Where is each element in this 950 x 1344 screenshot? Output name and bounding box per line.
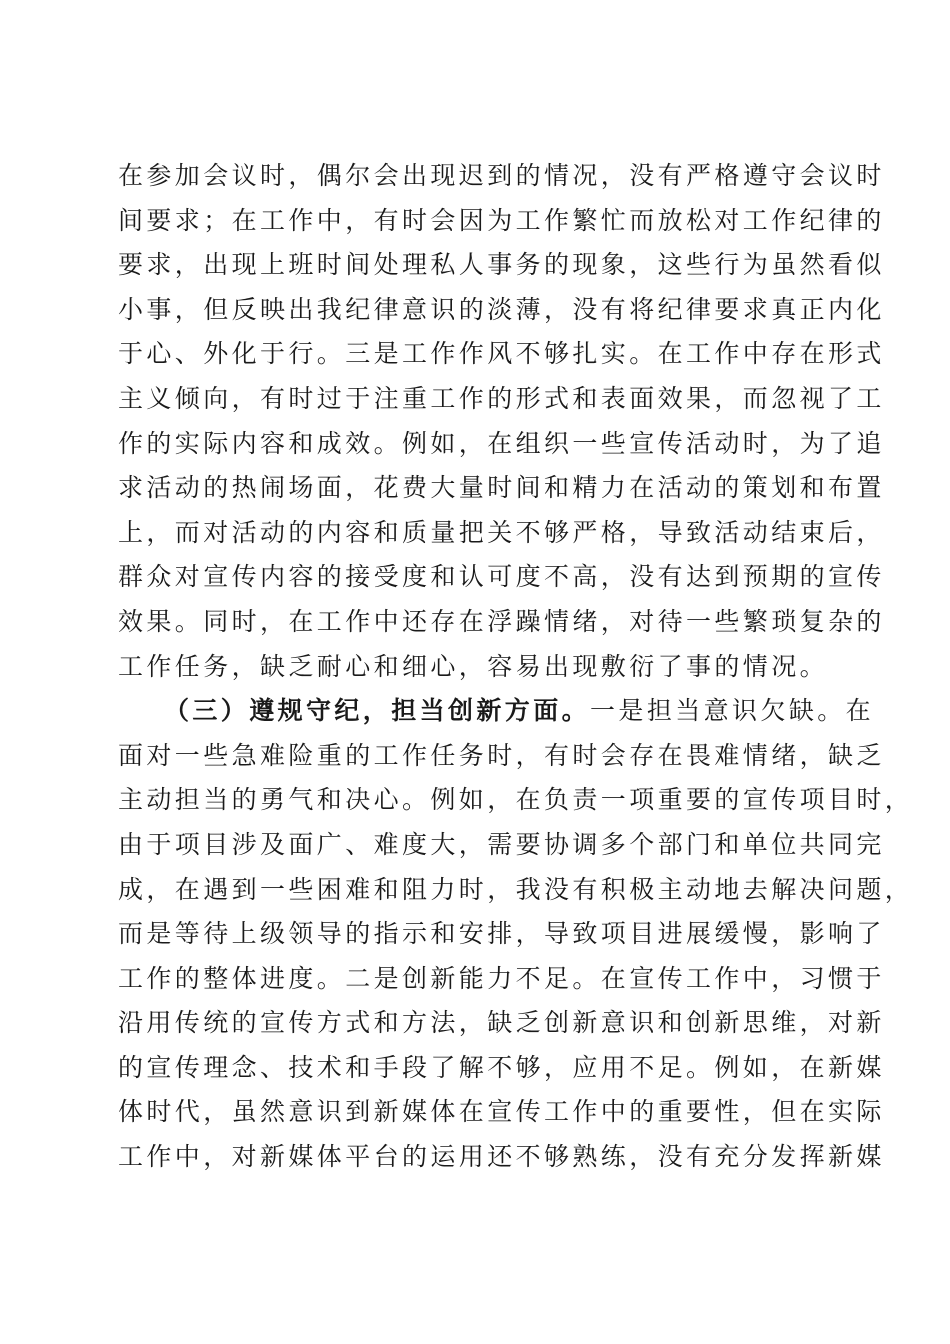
text-line: 主动担当的勇气和决心。例如，在负责一项重要的宣传项目时， [118,785,914,815]
text-line: 主义倾向，有时过于注重工作的形式和表面效果，而忽视了工 [118,383,885,413]
paragraph-continued [118,154,885,689]
text-line: 成，在遇到一些困难和阻力时，我没有积极主动地去解决问题， [118,874,914,904]
text-line: 的宣传理念、技术和手段了解不够，应用不足。例如，在新媒 [118,1052,885,1082]
text-line: 面对一些急难险重的工作任务时，有时会存在畏难情绪，缺乏 [118,740,885,770]
text-line: 作的实际内容和成效。例如，在组织一些宣传活动时，为了追 [118,428,885,458]
text-line: 工作的整体进度。二是创新能力不足。在宣传工作中，习惯于 [118,963,885,993]
text-line [118,689,875,734]
text-line: 沿用传统的宣传方式和方法，缺乏创新意识和创新思维，对新 [118,1008,885,1038]
text-line: 由于项目涉及面广、难度大，需要协调多个部门和单位共同完 [118,829,885,859]
section-heading: （三）遵规守纪，担当创新方面。 [164,696,591,726]
text-line: 小事，但反映出我纪律意识的淡薄，没有将纪律要求真正内化 [118,294,885,324]
text-line: 在参加会议时，偶尔会出现迟到的情况，没有严格遵守会议时 [118,161,885,190]
document-body [118,154,914,1180]
text-line: 体时代，虽然意识到新媒体在宣传工作中的重要性，但在实际 [118,1097,885,1127]
text-line: 要求，出现上班时间处理私人事务的现象，这些行为虽然看似 [118,250,885,280]
section-first-line-text: 一是担当意识欠缺。在 [590,696,875,726]
text-line: 而是等待上级领导的指示和安排，导致项目进展缓慢，影响了 [118,919,885,949]
text-line: 于心、外化于行。三是工作作风不够扎实。在工作中存在形式 [118,339,885,369]
text-line: 上，而对活动的内容和质量把关不够严格，导致活动结束后， [118,517,885,547]
text-line: 间要求；在工作中，有时会因为工作繁忙而放松对工作纪律的 [118,205,885,235]
text-line: 求活动的热闹场面，花费大量时间和精力在活动的策划和布置 [118,473,885,503]
paragraph-section-three [118,689,914,1180]
text-line: 效果。同时，在工作中还存在浮躁情绪，对待一些繁琐复杂的 [118,606,885,636]
text-line: 工作中，对新媒体平台的运用还不够熟练，没有充分发挥新媒 [118,1142,885,1172]
text-line: 工作任务，缺乏耐心和细心，容易出现敷衍了事的情况。 [118,651,829,681]
text-line: 群众对宣传内容的接受度和认可度不高，没有达到预期的宣传 [118,562,885,592]
